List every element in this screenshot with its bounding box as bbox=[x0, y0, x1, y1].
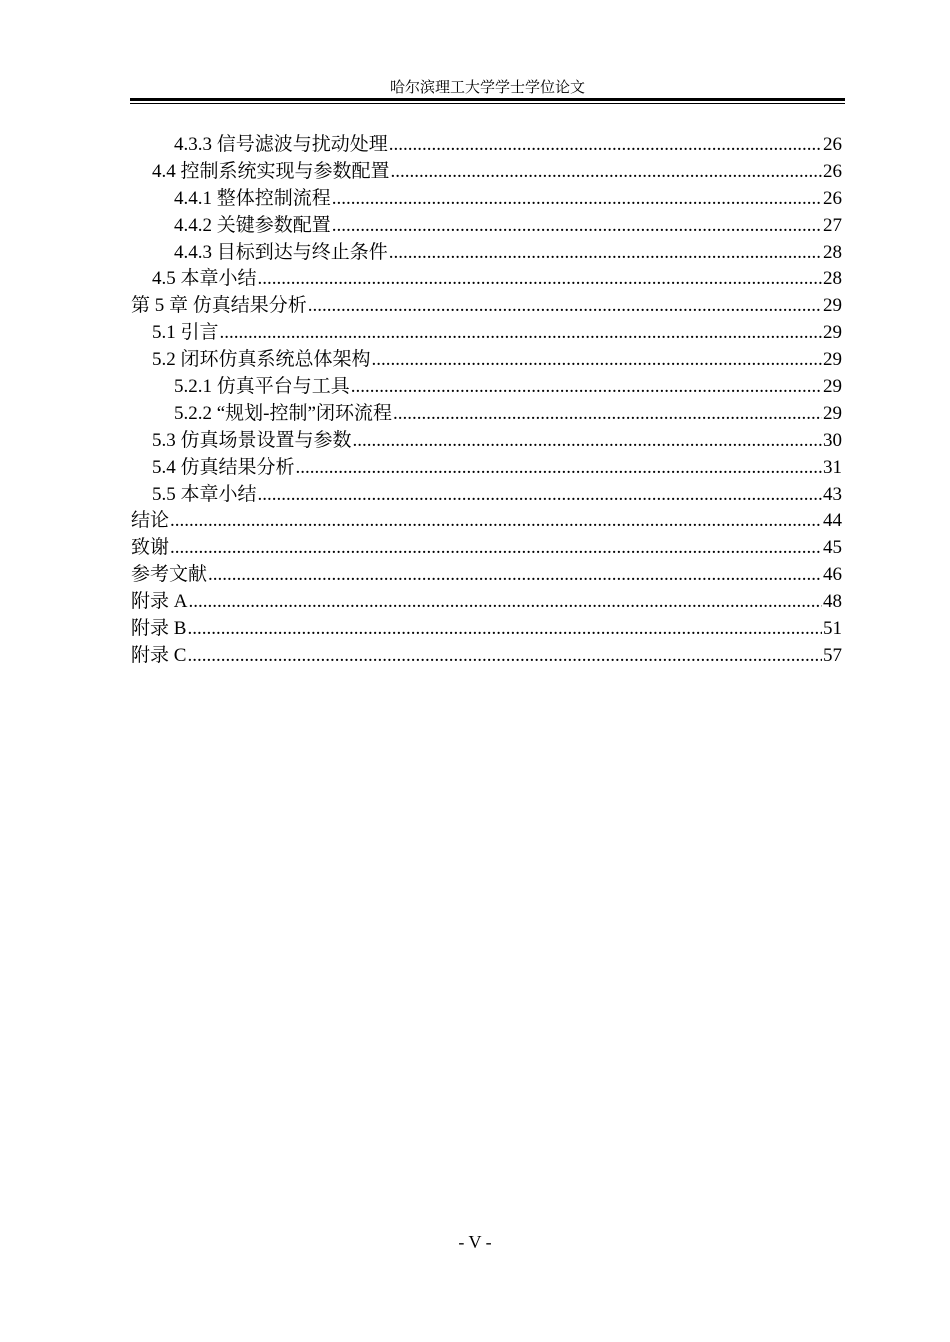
table-of-contents bbox=[131, 132, 842, 670]
toc-entry-page: 26 bbox=[823, 134, 842, 155]
toc-entry[interactable] bbox=[131, 132, 842, 159]
toc-entry[interactable] bbox=[131, 482, 842, 509]
toc-entry-page: 26 bbox=[823, 187, 842, 209]
toc-entry-label: 致谢 bbox=[131, 537, 170, 559]
toc-dot-leader bbox=[351, 374, 822, 401]
toc-entry-label: 5.5 本章小结 bbox=[152, 483, 257, 505]
toc-entry-label: 附录 B bbox=[131, 618, 187, 640]
toc-entry[interactable] bbox=[131, 213, 842, 240]
toc-entry[interactable] bbox=[131, 320, 842, 347]
toc-dot-leader bbox=[187, 643, 822, 670]
toc-entry-page: 48 bbox=[823, 591, 842, 613]
toc-entry[interactable] bbox=[131, 347, 842, 374]
toc-entry-label: 5.3 仿真场景设置与参数 bbox=[152, 429, 352, 451]
toc-entry[interactable] bbox=[131, 455, 842, 482]
header-rule-thin bbox=[130, 103, 845, 104]
toc-entry-page: 27 bbox=[823, 214, 842, 236]
toc-entry-label: 4.5 本章小结 bbox=[152, 268, 257, 290]
toc-entry-page: 26 bbox=[823, 160, 842, 182]
toc-entry[interactable] bbox=[131, 562, 842, 589]
toc-entry-label: 5.2 闭环仿真系统总体架构 bbox=[152, 349, 371, 371]
toc-entry-label: 参考文献 bbox=[131, 564, 208, 586]
toc-entry[interactable] bbox=[131, 589, 842, 616]
toc-dot-leader bbox=[258, 482, 822, 509]
toc-entry-page: 30 bbox=[823, 429, 842, 451]
toc-entry-label: 5.2.1 仿真平台与工具 bbox=[174, 376, 350, 398]
running-header: 哈尔滨理工大学学士学位论文 bbox=[389, 80, 585, 96]
toc-entry-page: 28 bbox=[823, 268, 842, 290]
toc-entry-page: 44 bbox=[823, 510, 842, 532]
toc-entry-label: 附录 A bbox=[131, 591, 188, 613]
toc-entry-label: 4.4.2 关键参数配置 bbox=[174, 214, 331, 236]
toc-entry[interactable] bbox=[131, 508, 842, 535]
toc-entry-page: 29 bbox=[823, 349, 842, 371]
toc-entry[interactable] bbox=[131, 401, 842, 428]
toc-dot-leader bbox=[188, 589, 822, 616]
toc-dot-leader bbox=[258, 266, 822, 293]
toc-dot-leader bbox=[208, 562, 822, 589]
toc-dot-leader bbox=[170, 508, 822, 535]
toc-entry-page: 51 bbox=[823, 618, 842, 640]
toc-entry-label: 5.2.2 “规划-控制”闭环流程 bbox=[174, 402, 392, 424]
toc-dot-leader bbox=[332, 213, 822, 240]
header-rule-thick bbox=[130, 98, 845, 101]
toc-entry-label: 5.4 仿真结果分析 bbox=[152, 456, 295, 478]
toc-entry-label: 结论 bbox=[131, 510, 170, 532]
toc-dot-leader bbox=[353, 428, 822, 455]
toc-entry-page: 43 bbox=[823, 483, 842, 505]
toc-entry-page: 28 bbox=[823, 241, 842, 263]
toc-entry[interactable] bbox=[131, 374, 842, 401]
toc-dot-leader bbox=[393, 401, 822, 428]
toc-entry-page: 29 bbox=[823, 322, 842, 344]
toc-dot-leader bbox=[170, 535, 822, 562]
toc-entry-page: 46 bbox=[823, 564, 842, 586]
toc-entry[interactable] bbox=[131, 240, 842, 267]
toc-entry-label: 4.4 控制系统实现与参数配置 bbox=[152, 160, 390, 182]
toc-entry-page: 45 bbox=[823, 537, 842, 559]
toc-entry[interactable] bbox=[131, 266, 842, 293]
toc-dot-leader bbox=[391, 159, 822, 186]
toc-entry[interactable] bbox=[131, 186, 842, 213]
toc-entry-label: 5.1 引言 bbox=[152, 322, 219, 344]
toc-entry-page: 29 bbox=[823, 402, 842, 424]
toc-entry-page: 57 bbox=[823, 644, 842, 666]
toc-entry[interactable] bbox=[131, 159, 842, 186]
toc-entry-page: 29 bbox=[823, 295, 842, 317]
toc-dot-leader bbox=[332, 186, 822, 213]
toc-dot-leader bbox=[296, 455, 822, 482]
toc-entry[interactable] bbox=[131, 293, 842, 320]
toc-entry[interactable] bbox=[131, 643, 842, 670]
toc-dot-leader bbox=[389, 240, 822, 267]
toc-dot-leader bbox=[308, 293, 822, 320]
toc-entry[interactable] bbox=[131, 535, 842, 562]
toc-dot-leader bbox=[372, 347, 822, 374]
toc-entry-label: 4.4.3 目标到达与终止条件 bbox=[174, 241, 388, 263]
toc-entry-page: 29 bbox=[823, 376, 842, 398]
toc-entry[interactable] bbox=[131, 616, 842, 643]
toc-entry-label: 第 5 章 仿真结果分析 bbox=[131, 295, 307, 317]
page-number: - V - bbox=[458, 1232, 492, 1252]
toc-entry-label: 4.4.1 整体控制流程 bbox=[174, 187, 331, 209]
toc-entry-page: 31 bbox=[823, 456, 842, 478]
toc-dot-leader bbox=[389, 132, 822, 159]
toc-entry-label: 4.3.3 信号滤波与扰动处理 bbox=[174, 134, 388, 155]
toc-entry-label: 附录 C bbox=[131, 644, 187, 666]
toc-dot-leader bbox=[220, 320, 822, 347]
toc-dot-leader bbox=[187, 616, 822, 643]
toc-entry[interactable] bbox=[131, 428, 842, 455]
